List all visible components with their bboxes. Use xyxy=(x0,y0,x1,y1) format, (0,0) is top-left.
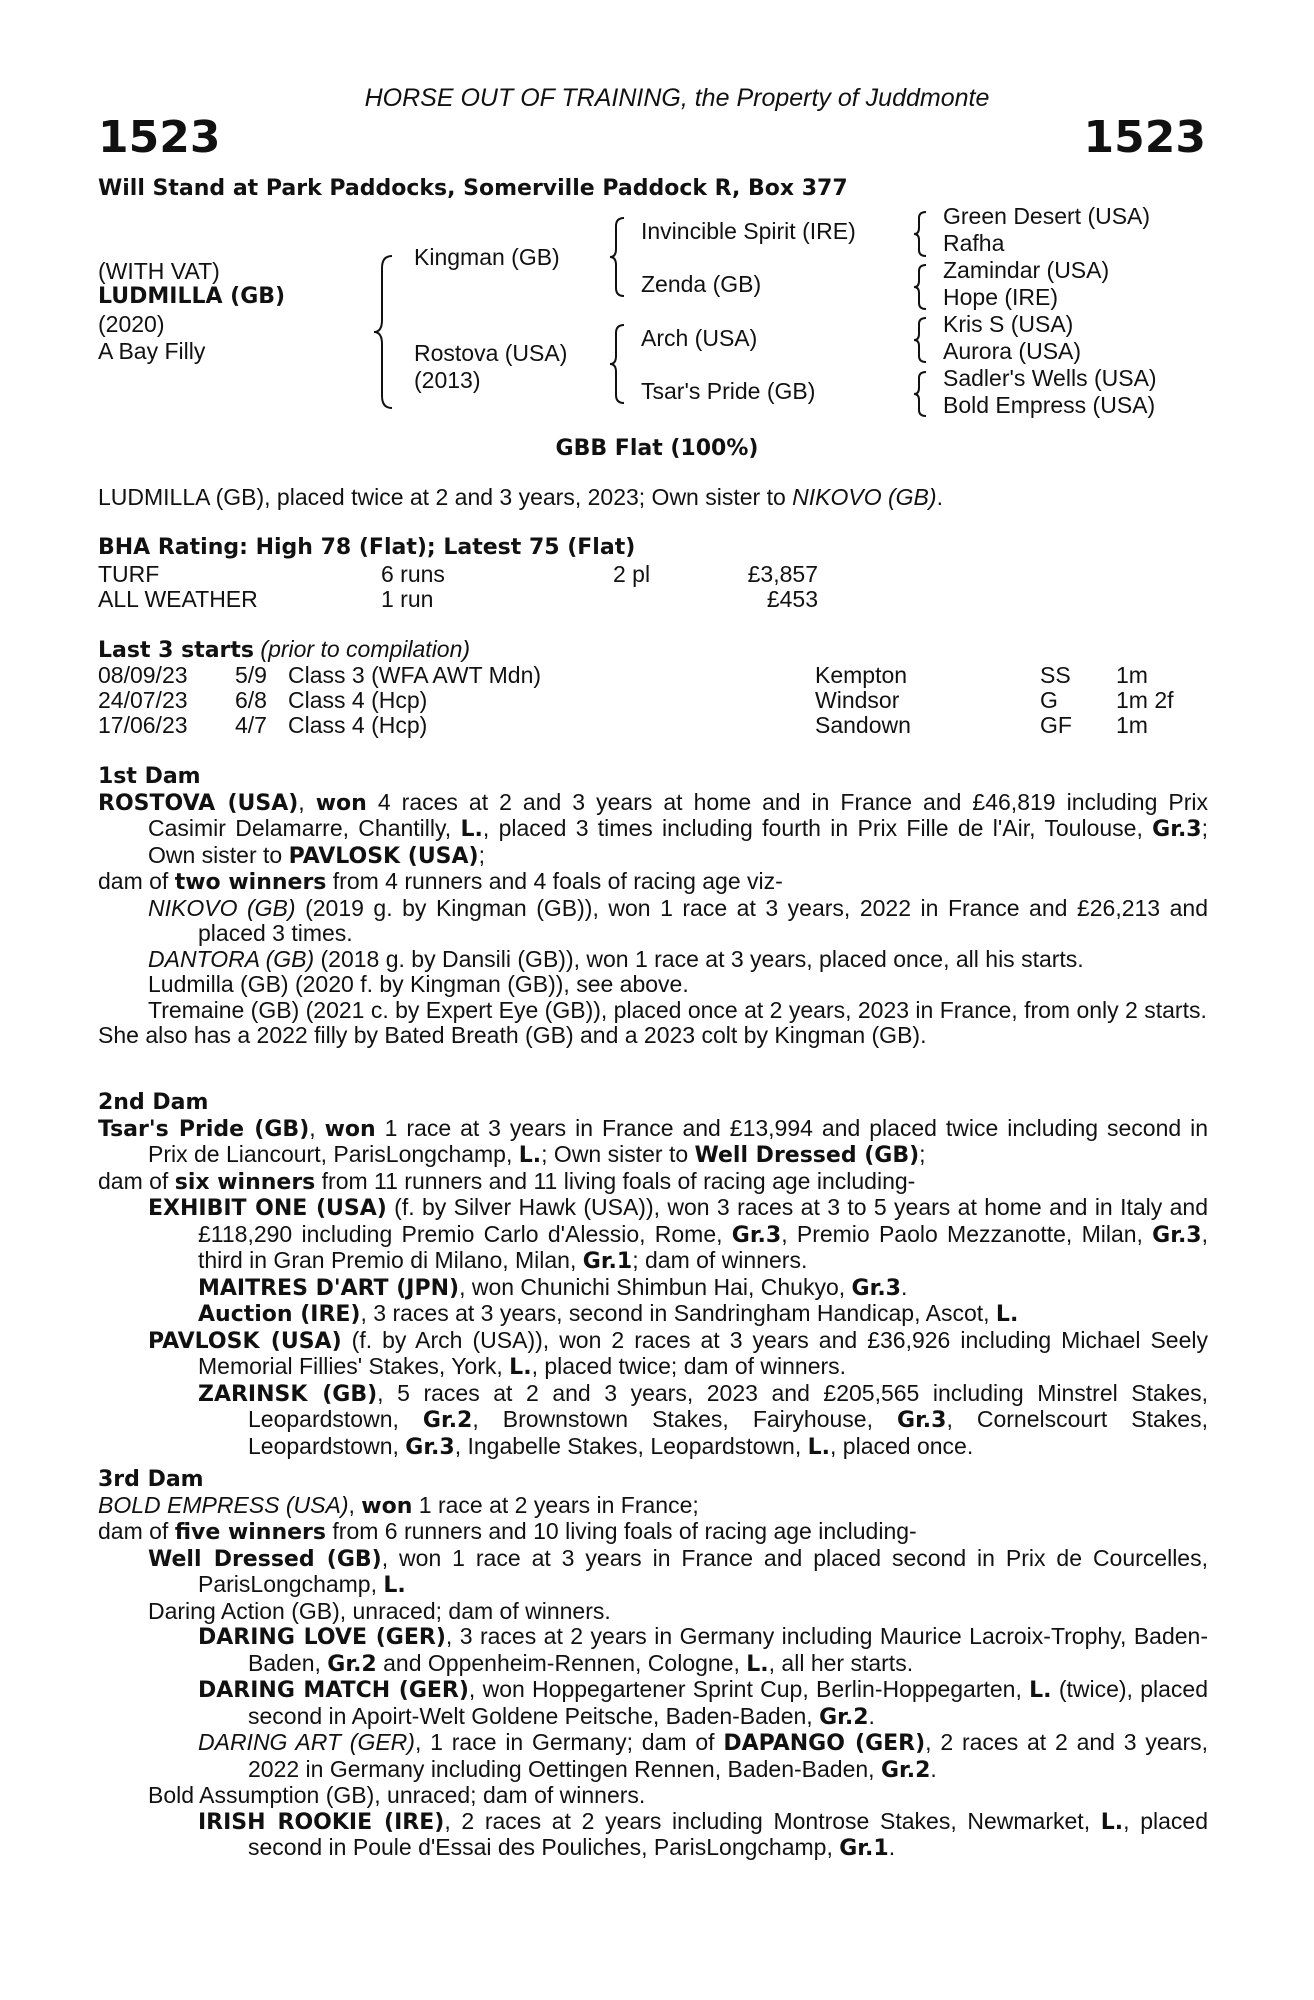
pedigree-brace-sire xyxy=(608,216,628,298)
pedigree-ggp-6: Aurora (USA) xyxy=(943,338,1082,364)
first-dam-heading: 1st Dam xyxy=(98,764,201,789)
produce-entry: DARING ART (GER), 1 race in Germany; dam of DAPANGO (GER), 2 races at 2 and 3 years, 2022 in Germany including Oettingen Rennen, Baden-Baden, Gr.2. xyxy=(198,1729,1209,1783)
pedigree-brace-main xyxy=(372,254,396,410)
produce-entry: DARING LOVE (GER), 3 races at 2 years in Germany including Maurice Lacroix-Trophy, Baden-Baden, Gr.2 and Oppenheim-Rennen, Cologne, L., all her starts. xyxy=(198,1623,1208,1677)
second-dam-heading: 2nd Dam xyxy=(98,1090,209,1115)
pedigree-sire: Kingman (GB) xyxy=(414,244,560,270)
produce-entry: Well Dressed (GB), won 1 race at 3 years in France and placed second in Prix de Courcelles, ParisLongchamp, L. xyxy=(148,1544,1208,1598)
horse-description: A Bay Filly xyxy=(98,338,206,364)
produce-entry: Tremaine (GB) (2021 c. by Expert Eye (GB)), placed once at 2 years, 2023 in France, from only 2 starts. xyxy=(148,996,1207,1023)
pedigree-ggp-1: Green Desert (USA) xyxy=(943,203,1151,229)
third-dam-section xyxy=(98,1467,1208,1862)
first-dam-para: ROSTOVA (USA), won 4 races at 2 and 3 years at home and in France and £46,819 including Prix Casimir Delamarre, Chantilly, L., placed 3 times including fourth in Prix Fille de l'Air, Toulouse, Gr.3; Own sister to PAVLOSK (USA); xyxy=(98,788,1208,869)
rating-row: TURF 6 runs 2 pl £3,857 xyxy=(98,561,818,587)
pedigree-dam-sire: Arch (USA) xyxy=(641,325,758,351)
start-row: 08/09/23 5/9 Class 3 (WFA AWT Mdn) Kempton SS 1m xyxy=(98,662,1148,688)
last-starts-title: Last 3 starts (prior to compilation) xyxy=(98,636,471,663)
produce-entry: NIKOVO (GB) (2019 g. by Kingman (GB)), won 1 race at 3 years, 2022 in France and £26,213 and placed 3 times. xyxy=(148,894,1208,946)
pedigree-sire-sire: Invincible Spirit (IRE) xyxy=(641,218,856,244)
page-subtitle: HORSE OUT OF TRAINING, the Property of Juddmonte xyxy=(364,84,990,112)
vat-note: (WITH VAT) xyxy=(98,258,220,284)
second-dam-section xyxy=(98,1090,1208,1460)
pedigree-ggp-8: Bold Empress (USA) xyxy=(943,392,1156,418)
pedigree-ggp-7: Sadler's Wells (USA) xyxy=(943,365,1157,391)
produce-entry: EXHIBIT ONE (USA) (f. by Silver Hawk (USA)), won 3 races at 3 to 5 years at home and in Italy and £118,290 including Premio Carlo d'Alessio, Rome, Gr.3, Premio Paolo Mezzanotte, Milan, Gr.3, third in Gran Premio di Milano, Milan, Gr.1; dam of winners. xyxy=(148,1194,1208,1274)
gbb-status: GBB Flat (100%) xyxy=(555,436,759,461)
pedigree-brace-dam xyxy=(608,323,628,405)
first-dam-produce-summary: dam of two winners from 4 runners and 4 foals of racing age viz- xyxy=(98,868,783,895)
produce-entry: ZARINSK (GB), 5 races at 2 and 3 years, 2023 and £205,565 including Minstrel Stakes, Leopardstown, Gr.2, Brownstown Stakes, Fairyhouse, Gr.3, Cornelscourt Stakes, Leopardstown, Gr.3, Ingabelle Stakes, Leopardstown, L., placed once. xyxy=(198,1379,1208,1460)
pedigree-dam-year: (2013) xyxy=(414,367,481,393)
produce-entry: PAVLOSK (USA) (f. by Arch (USA)), won 2 races at 3 years and £36,926 including Michael Seely Memorial Fillies' Stakes, York, L., placed twice; dam of winners. xyxy=(148,1326,1209,1380)
pedigree-ggp-3: Zamindar (USA) xyxy=(943,257,1110,283)
third-dam-heading: 3rd Dam xyxy=(98,1467,204,1492)
pedigree-ggp-2: Rafha xyxy=(943,230,1005,256)
third-dam-produce-summary: dam of five winners from 6 runners and 10 living foals of racing age including- xyxy=(98,1518,917,1545)
rating-row: ALL WEATHER 1 run £453 xyxy=(98,586,818,612)
pedigree-ggp-5: Kris S (USA) xyxy=(943,311,1074,337)
produce-entry: Auction (IRE), 3 races at 3 years, second in Sandringham Handicap, Ascot, L. xyxy=(198,1300,1019,1327)
pedigree-dam-dam: Tsar's Pride (GB) xyxy=(641,378,816,404)
start-row: 24/07/23 6/8 Class 4 (Hcp) Windsor G 1m 2f xyxy=(98,687,1174,713)
pedigree-ggp-4: Hope (IRE) xyxy=(943,284,1059,310)
produce-entry: MAITRES D'ART (JPN), won Chunichi Shimbun Hai, Chukyo, Gr.3. xyxy=(198,1273,908,1301)
produce-entry: IRISH ROOKIE (IRE), 2 races at 2 years including Montrose Stakes, Newmarket, L., placed second in Poule d'Essai des Pouliches, ParisLongchamp, Gr.1. xyxy=(198,1807,1208,1861)
produce-entry: DARING MATCH (GER), won Hoppegartener Sprint Cup, Berlin-Hoppegarten, L. (twice), placed second in Apoirt-Welt Goldene Peitsche, Baden-Baden, Gr.2. xyxy=(198,1676,1209,1730)
produce-entry: Daring Action (GB), unraced; dam of winners. xyxy=(148,1597,611,1624)
pedigree-brace-gg1 xyxy=(912,210,930,258)
stable-location: Will Stand at Park Paddocks, Somerville Paddock R, Box 377 xyxy=(98,176,848,201)
summary-line: LUDMILLA (GB), placed twice at 2 and 3 years, 2023; Own sister to NIKOVO (GB). xyxy=(98,484,943,510)
first-dam-note: She also has a 2022 filly by Bated Breath (GB) and a 2023 colt by Kingman (GB). xyxy=(98,1022,927,1048)
pedigree-sire-dam: Zenda (GB) xyxy=(641,271,762,297)
second-dam-produce-summary: dam of six winners from 11 runners and 11 living foals of racing age including- xyxy=(98,1167,916,1195)
pedigree-brace-gg4 xyxy=(912,370,930,418)
first-dam-section xyxy=(98,764,1208,1049)
lot-number-left: 1523 xyxy=(98,112,221,163)
third-dam-para: BOLD EMPRESS (USA), won 1 race at 2 years in France; xyxy=(98,1491,699,1519)
produce-entry: Ludmilla (GB) (2020 f. by Kingman (GB)), see above. xyxy=(148,971,689,997)
start-row: 17/06/23 4/7 Class 4 (Hcp) Sandown GF 1m xyxy=(98,712,1148,738)
horse-name: LUDMILLA (GB) xyxy=(98,284,286,309)
horse-year: (2020) xyxy=(98,311,165,337)
pedigree-dam: Rostova (USA) xyxy=(414,340,568,366)
lot-number-right: 1523 xyxy=(1083,112,1206,163)
second-dam-para: Tsar's Pride (GB), won 1 race at 3 years in France and £13,994 and placed twice including second in Prix de Liancourt, ParisLongchamp, L.; Own sister to Well Dressed (GB); xyxy=(98,1114,1208,1168)
pedigree-brace-gg2 xyxy=(912,263,930,311)
bha-rating-title: BHA Rating: High 78 (Flat); Latest 75 (Flat) xyxy=(98,535,636,560)
produce-entry: Bold Assumption (GB), unraced; dam of winners. xyxy=(148,1782,646,1808)
pedigree-brace-gg3 xyxy=(912,316,930,364)
produce-entry: DANTORA (GB) (2018 g. by Dansili (GB)), won 1 race at 3 years, placed once, all his starts. xyxy=(148,945,1084,972)
